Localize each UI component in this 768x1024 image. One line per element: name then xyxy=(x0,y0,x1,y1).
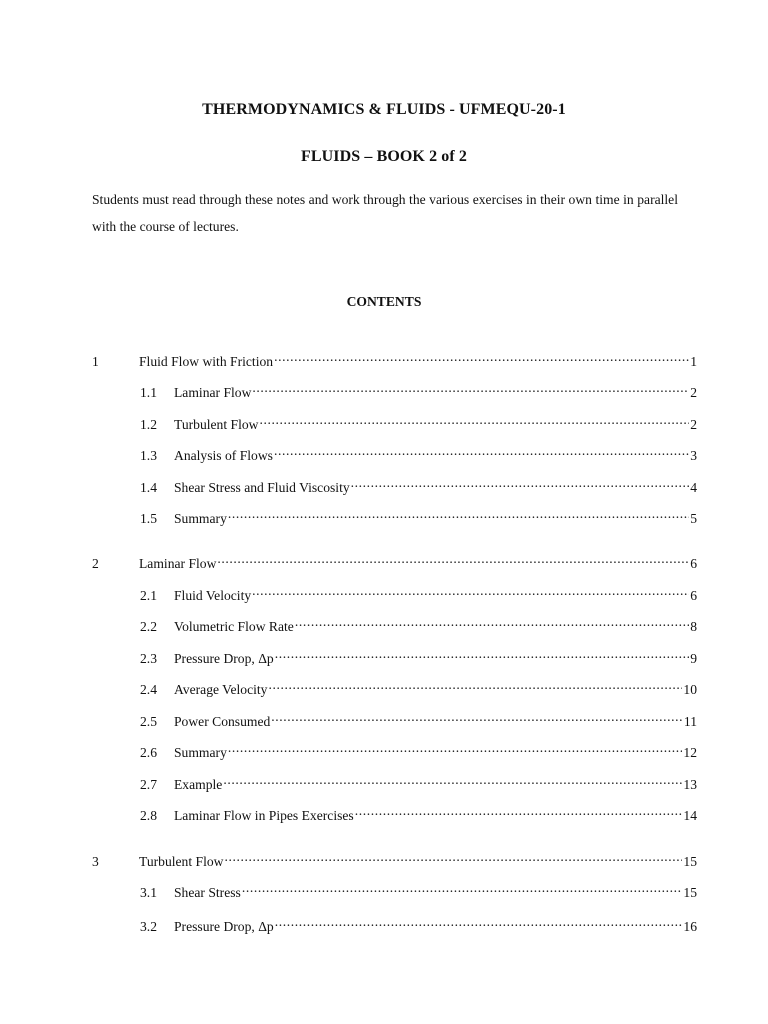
toc-dot-leader xyxy=(274,442,689,460)
toc-entry-page: 12 xyxy=(683,745,697,760)
toc-entry[interactable] xyxy=(92,550,697,571)
toc-dot-leader xyxy=(224,848,682,866)
toc-dot-leader xyxy=(252,379,689,397)
toc-entry-number: 1 xyxy=(92,354,99,369)
toc-dot-leader xyxy=(217,550,689,568)
toc-entry-number: 1.1 xyxy=(140,385,157,400)
toc-dot-leader xyxy=(355,802,683,820)
toc-entry-number: 2.1 xyxy=(140,588,157,603)
toc-entry-page: 2 xyxy=(690,385,697,400)
toc-entry-title: Average Velocity xyxy=(174,682,268,697)
toc-entry-number: 2 xyxy=(92,556,99,571)
toc-entry-title: Power Consumed xyxy=(174,714,271,729)
toc-entry-title: Summary xyxy=(174,745,227,760)
toc-entry-page: 11 xyxy=(683,714,697,729)
toc-entry[interactable] xyxy=(92,802,697,823)
toc-entry[interactable] xyxy=(92,474,697,495)
toc-entry-title: Analysis of Flows xyxy=(174,448,273,463)
toc-entry-title: Example xyxy=(174,777,223,792)
toc-entry-number: 2.8 xyxy=(140,808,157,823)
toc-entry-title: Shear Stress and Fluid Viscosity xyxy=(174,480,350,495)
toc-entry-page: 8 xyxy=(690,619,697,634)
toc-entry-number: 3.2 xyxy=(140,919,157,934)
toc-dot-leader xyxy=(259,411,689,429)
toc-entry[interactable] xyxy=(92,848,697,869)
toc-entry-number: 1.5 xyxy=(140,511,157,526)
toc-dot-leader xyxy=(275,645,689,663)
toc-entry[interactable] xyxy=(92,442,697,463)
toc-entry[interactable] xyxy=(92,348,697,369)
toc-entry-title: Turbulent Flow xyxy=(174,417,259,432)
toc-dot-leader xyxy=(274,348,689,366)
toc-entry[interactable] xyxy=(92,645,697,666)
toc-entry-page: 15 xyxy=(683,854,697,869)
toc-entry[interactable] xyxy=(92,771,697,792)
toc-entry-page: 4 xyxy=(690,480,697,495)
toc-entry-title: Volumetric Flow Rate xyxy=(174,619,294,634)
toc-dot-leader xyxy=(295,613,689,631)
toc-entry-number: 1.4 xyxy=(140,480,157,495)
toc-entry-page: 6 xyxy=(690,588,697,603)
toc-entry-number: 3.1 xyxy=(140,885,157,900)
toc-entry-page: 2 xyxy=(690,417,697,432)
toc-dot-leader xyxy=(351,474,690,492)
toc-entry-title: Laminar Flow in Pipes Exercises xyxy=(174,808,354,823)
toc-entry-page: 16 xyxy=(683,919,697,934)
toc-dot-leader xyxy=(242,879,683,897)
toc-dot-leader xyxy=(271,708,683,726)
toc-entry-page: 15 xyxy=(683,885,697,900)
contents-heading: CONTENTS xyxy=(346,294,422,309)
toc-entry[interactable] xyxy=(92,505,697,526)
toc-entry-title: Laminar Flow xyxy=(174,385,252,400)
toc-entry-title: Summary xyxy=(174,511,227,526)
toc-entry-title: Pressure Drop, Δp xyxy=(174,651,274,666)
toc-entry-page: 6 xyxy=(690,556,697,571)
toc-entry-title: Fluid Velocity xyxy=(174,588,252,603)
toc-entry[interactable] xyxy=(92,676,697,697)
toc-entry-page: 1 xyxy=(690,354,697,369)
toc-dot-leader xyxy=(228,739,683,757)
toc-entry-number: 2.3 xyxy=(140,651,157,666)
toc-dot-leader xyxy=(275,913,683,931)
toc-entry-number: 2.7 xyxy=(140,777,157,792)
toc-dot-leader xyxy=(228,505,689,523)
toc-entry-page: 5 xyxy=(690,511,697,526)
toc-entry[interactable] xyxy=(92,879,697,900)
toc-entry[interactable] xyxy=(92,379,697,400)
toc-entry-title: Laminar Flow xyxy=(139,556,217,571)
toc-entry-number: 1.3 xyxy=(140,448,157,463)
toc-entry-page: 10 xyxy=(683,682,697,697)
toc-entry[interactable] xyxy=(92,613,697,634)
toc-entry-number: 2.2 xyxy=(140,619,157,634)
toc-entry-title: Fluid Flow with Friction xyxy=(139,354,274,369)
toc-entry-page: 3 xyxy=(690,448,697,463)
document-title: THERMODYNAMICS & FLUIDS - UFMEQU-20-1 xyxy=(202,101,566,118)
intro-paragraph: Students must read through these notes and work through the various exercises in their own time in parallel with the course of lectures. xyxy=(92,192,678,234)
toc-entry-page: 14 xyxy=(683,808,697,823)
toc-entry[interactable] xyxy=(92,708,697,729)
toc-entry-number: 2.6 xyxy=(140,745,157,760)
toc-entry[interactable] xyxy=(92,913,697,934)
toc-entry[interactable] xyxy=(92,411,697,432)
toc-entry-page: 9 xyxy=(690,651,697,666)
toc-entry-number: 2.5 xyxy=(140,714,157,729)
toc-entry[interactable] xyxy=(92,582,697,603)
toc-entry-title: Pressure Drop, Δp xyxy=(174,919,274,934)
toc-entry-title: Shear Stress xyxy=(174,885,241,900)
toc-entry-page: 13 xyxy=(683,777,697,792)
toc-entry-number: 1.2 xyxy=(140,417,157,432)
toc-dot-leader xyxy=(252,582,689,600)
toc-dot-leader xyxy=(268,676,682,694)
toc-dot-leader xyxy=(223,771,682,789)
toc-entry-title: Turbulent Flow xyxy=(139,854,224,869)
toc-entry[interactable] xyxy=(92,739,697,760)
toc-entry-number: 3 xyxy=(92,854,99,869)
toc-entry-number: 2.4 xyxy=(140,682,157,697)
document-subtitle: FLUIDS – BOOK 2 of 2 xyxy=(300,148,467,165)
